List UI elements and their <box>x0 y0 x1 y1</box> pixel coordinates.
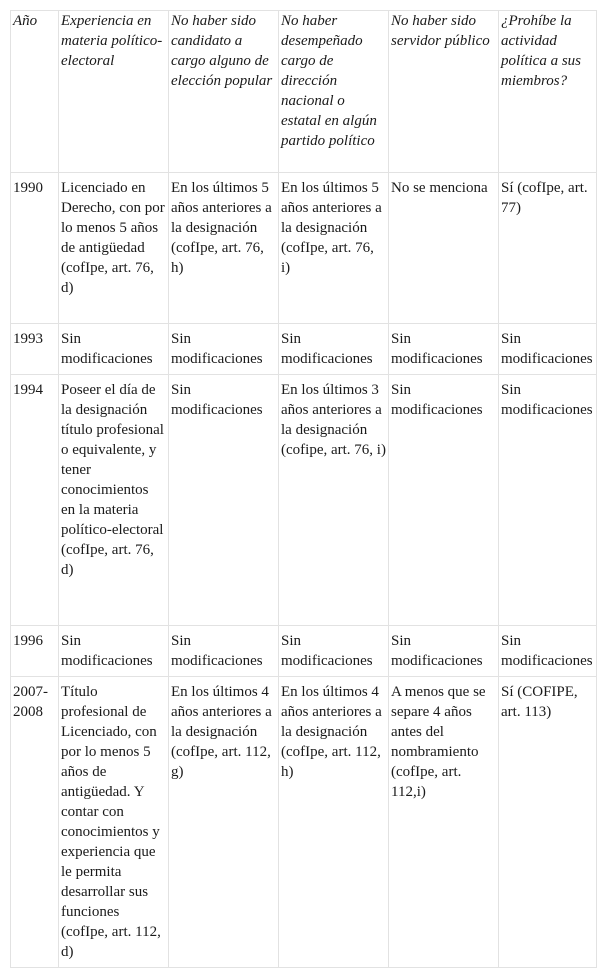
table-row <box>11 173 597 324</box>
cell-not-candidate: En los últimos 4 años anteriores a la designación (cofIpe, art. 112, g) <box>169 677 279 968</box>
header-not-public-servant: No haber sido servidor público <box>389 11 499 173</box>
cell-not-candidate: En los últimos 5 años anteriores a la designación (cofIpe, art. 76, h) <box>169 173 279 324</box>
requirements-table <box>10 10 597 968</box>
cell-not-public-servant: A menos que se separe 4 años antes del nombramiento (cofIpe, art. 112,i) <box>389 677 499 968</box>
cell-experience: Sin modificaciones <box>59 626 169 677</box>
cell-prohibits-political-activity: Sin modificaciones <box>499 324 597 375</box>
cell-prohibits-political-activity: Sin modificaciones <box>499 626 597 677</box>
cell-not-public-servant: Sin modificaciones <box>389 324 499 375</box>
cell-not-public-servant: No se menciona <box>389 173 499 324</box>
table-row <box>11 626 597 677</box>
table-row <box>11 677 597 968</box>
header-experience: Experiencia en materia político-electoral <box>59 11 169 173</box>
cell-not-party-leader: Sin modificaciones <box>279 626 389 677</box>
cell-not-candidate: Sin modificaciones <box>169 375 279 626</box>
cell-not-party-leader: Sin modificaciones <box>279 324 389 375</box>
header-not-candidate: No haber sido candidato a cargo alguno de elección popular <box>169 11 279 173</box>
cell-year: 2007-2008 <box>11 677 59 968</box>
cell-not-party-leader: En los últimos 3 años anteriores a la designación (cofipe, art. 76, i) <box>279 375 389 626</box>
header-prohibits-political-activity: ¿Prohíbe la actividad política a sus miembros? <box>499 11 597 173</box>
cell-prohibits-political-activity: Sí (cofIpe, art. 77) <box>499 173 597 324</box>
cell-not-party-leader: En los últimos 5 años anteriores a la designación (cofIpe, art. 76, i) <box>279 173 389 324</box>
cell-not-candidate: Sin modificaciones <box>169 626 279 677</box>
cell-experience: Licenciado en Derecho, con por lo menos 5 años de antigüedad (cofIpe, art. 76, d) <box>59 173 169 324</box>
header-year: Año <box>11 11 59 173</box>
cell-prohibits-political-activity: Sí (COFIPE, art. 113) <box>499 677 597 968</box>
cell-experience: Título profesional de Licenciado, con por lo menos 5 años de antigüedad. Y contar con conocimientos y experiencia que le permita desarrollar sus funciones (cofIpe, art. 112, d) <box>59 677 169 968</box>
cell-not-candidate: Sin modificaciones <box>169 324 279 375</box>
cell-not-public-servant: Sin modificaciones <box>389 375 499 626</box>
cell-not-party-leader: En los últimos 4 años anteriores a la designación (cofIpe, art. 112, h) <box>279 677 389 968</box>
table-row <box>11 324 597 375</box>
cell-experience: Poseer el día de la designación título profesional o equivalente, y tener conocimientos en la materia político-electoral (cofIpe, art. 76, d) <box>59 375 169 626</box>
cell-experience: Sin modificaciones <box>59 324 169 375</box>
header-row <box>11 11 597 173</box>
cell-year: 1996 <box>11 626 59 677</box>
cell-year: 1990 <box>11 173 59 324</box>
table-row <box>11 375 597 626</box>
cell-not-public-servant: Sin modificaciones <box>389 626 499 677</box>
header-not-party-leader: No haber desempeñado cargo de dirección nacional o estatal en algún partido político <box>279 11 389 173</box>
cell-year: 1993 <box>11 324 59 375</box>
cell-prohibits-political-activity: Sin modificaciones <box>499 375 597 626</box>
cell-year: 1994 <box>11 375 59 626</box>
